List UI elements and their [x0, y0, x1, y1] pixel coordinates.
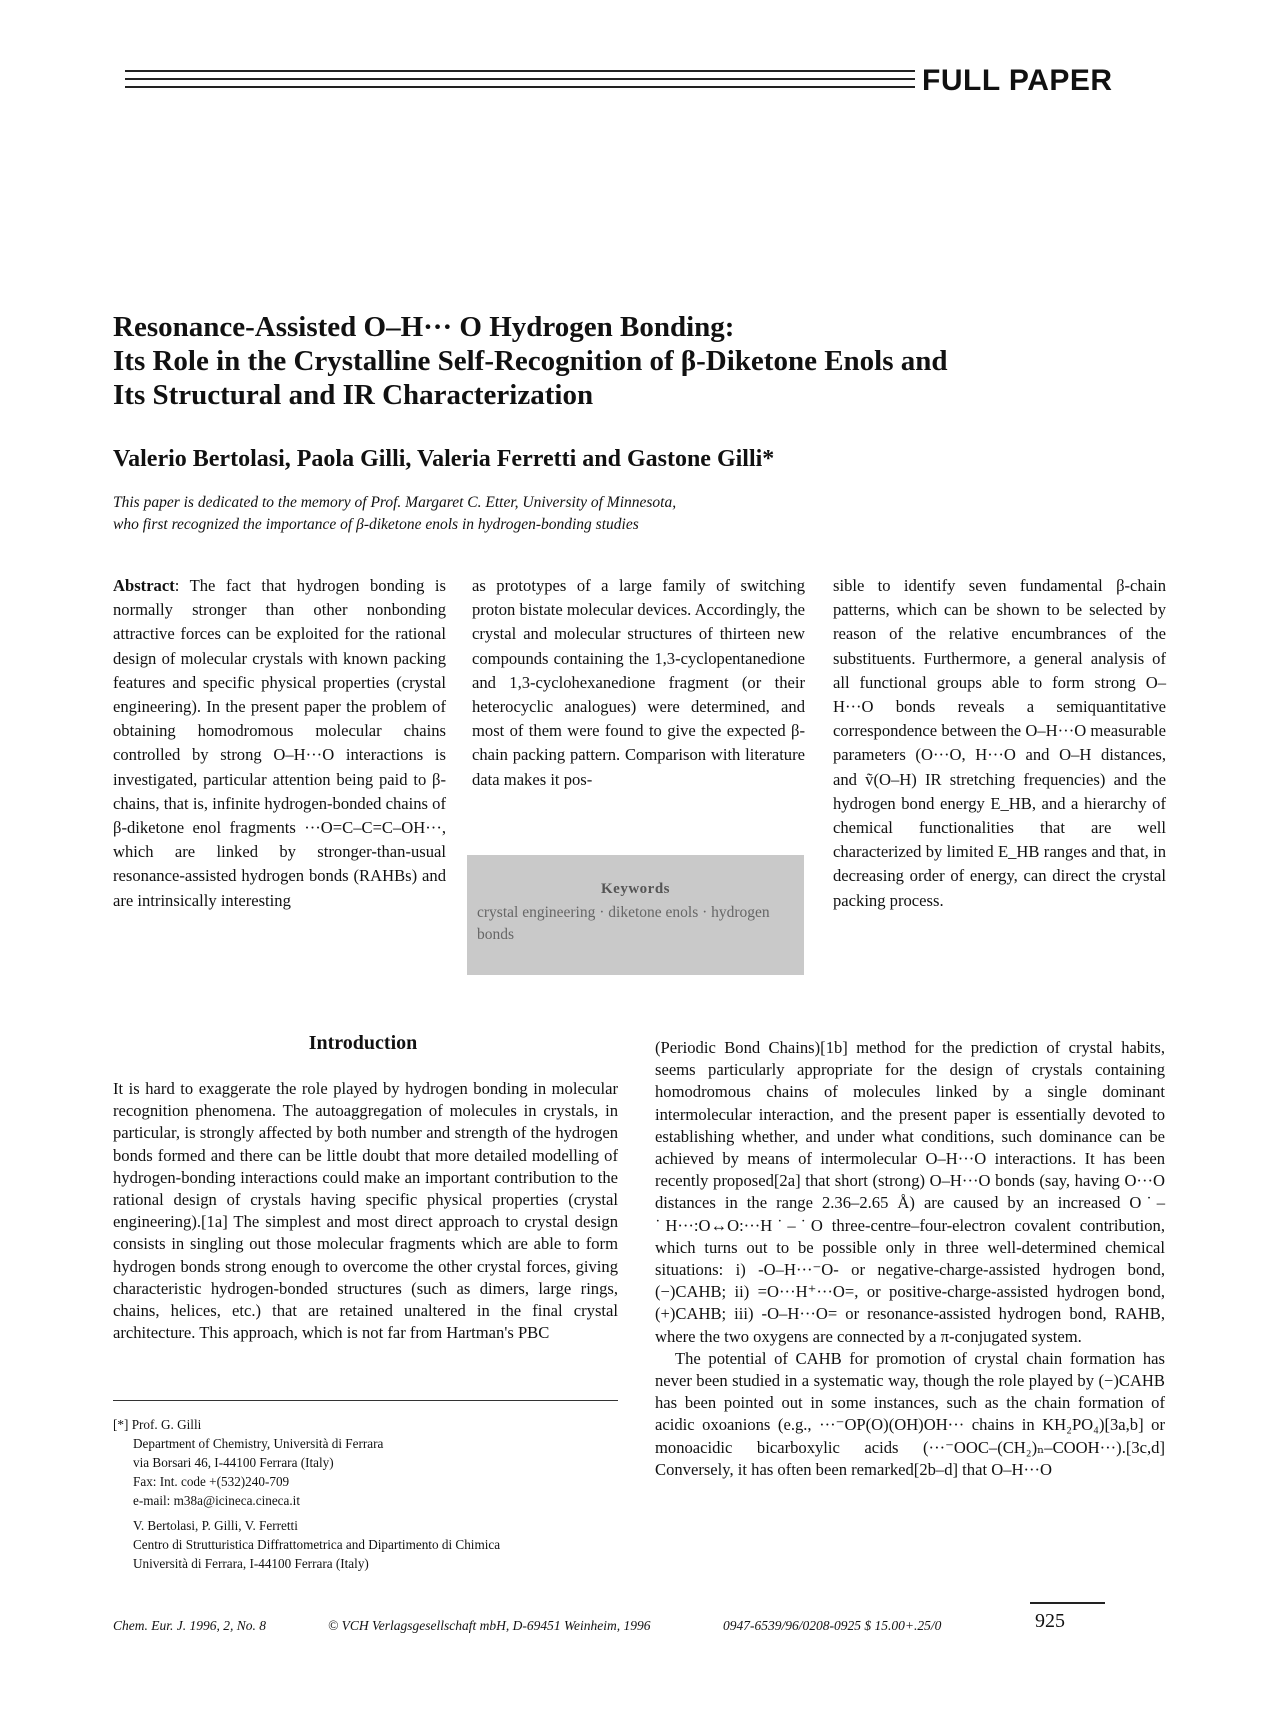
header-rules: [125, 70, 915, 98]
footnote-name: Prof. G. Gilli: [131, 1417, 202, 1432]
keywords-text: crystal engineering · diketone enols · hydrogen bonds: [477, 904, 770, 943]
footnote-line-1: Department of Chemistry, Università di Ferrara: [133, 1436, 384, 1451]
introduction-column-2: [655, 1037, 1165, 1481]
footnote-email: e-mail: m38a@icineca.cineca.it: [133, 1493, 301, 1508]
footer-code: 0947-6539/96/0208-0925 $ 15.00+.25/0: [723, 1618, 942, 1633]
footnote-line-3: Fax: Int. code +(532)240-709: [133, 1474, 290, 1489]
abstract-column-2: as prototypes of a large family of switching proton bistate molecular devices. Accordingly, the crystal and molecular structures of thirteen new compounds containing the 1,3-cyclopentanedione and 1,3-cyclohexanedione fragment (or their heterocyclic analogues) were determined, and most of them were found to give the expected β-chain packing pattern. Comparison with literature data makes it pos-: [472, 576, 806, 789]
keywords-heading: Keywords: [601, 881, 670, 897]
footnote-line-5: V. Bertolasi, P. Gilli, V. Ferretti: [133, 1518, 298, 1533]
abstract-text-1: : The fact that hydrogen bonding is normally stronger than other nonbonding attractive forces can be exploited for the rational design of molecular crystals with known packing features and specific physical properties (crystal engineering). In the present paper the problem of obtaining homodromous molecular chains controlled by strong O–H···O interactions is investigated, particular attention being paid to β-chains, that is, infinite hydrogen-bonded chains of β-diketone enol fragments ···O=C–C=C–OH···, which are linked by stronger-than-usual resonance-assisted hydrogen bonds (RAHBs) and are intrinsically interesting: [113, 576, 446, 910]
footnote-line-2: via Borsari 46, I-44100 Ferrara (Italy): [133, 1455, 334, 1470]
authors: Valerio Bertolasi, Paola Gilli, Valeria Ferretti and Gastone Gilli*: [113, 446, 775, 472]
title-line-2: Its Role in the Crystalline Self-Recognition of β-Diketone Enols and: [113, 345, 948, 377]
introduction-column-1: It is hard to exaggerate the role played by hydrogen bonding in molecular recognition phenomena. The autoaggregation of molecules in crystals, in particular, is strongly affected by both number and strength of the hydrogen bonds formed and there can be little doubt that more detailed modelling of hydrogen-bonding interactions could make an important contribution to the rational design of crystals having specific physical properties (crystal engineering).[1a] The simplest and most direct approach to crystal design consists in singling out those molecular fragments which are able to form hydrogen bonds strong enough to overcome the other crystal forces, giving characteristic hydrogen-bonded structures (such as dimers, large rings, chains, helices, etc.) that are retained unaltered in the final crystal architecture. This approach, which is not far from Hartman's PBC: [113, 1079, 618, 1343]
footer-journal: Chem. Eur. J. 1996, 2, No. 8: [113, 1618, 266, 1633]
footnote-line-6: Centro di Strutturistica Diffrattometrica and Dipartimento di Chimica: [133, 1537, 501, 1552]
dedication-line-1: This paper is dedicated to the memory of Prof. Margaret C. Etter, University of Minnesota,: [113, 494, 677, 511]
title-line-3: Its Structural and IR Characterization: [113, 379, 594, 411]
abstract-column-1: [113, 574, 446, 913]
introduction-paragraph-2: The potential of CAHB for promotion of crystal chain formation has never been studied in a systematic way, though the role played by (−)CAHB has been pointed out in some instances, such as the chain formation of acidic oxoanions (e.g., ···⁻OP(O)(OH)OH··· chains in KH₂PO₄)[3a,b] or monoacidic bicarboxylic acids (···⁻OOC–(CH₂)ₙ–COOH···).[3c,d] Conversely, it has often been remarked[2b–d] that O–H···O: [655, 1348, 1165, 1479]
introduction-heading: Introduction: [308, 1032, 418, 1054]
footnote-line-7: Università di Ferrara, I-44100 Ferrara (Italy): [133, 1556, 369, 1571]
paper-title: [113, 310, 1113, 412]
page-number: 925: [1035, 1610, 1065, 1632]
footnote: [113, 1415, 618, 1573]
footer-publisher: © VCH Verlagsgesellschaft mbH, D-69451 Weinheim, 1996: [328, 1618, 651, 1633]
section-label: FULL PAPER: [922, 64, 1113, 97]
dedication: [113, 492, 1113, 536]
footnote-marker: [*]: [113, 1417, 129, 1432]
abstract-label: Abstract: [113, 576, 175, 595]
dedication-line-2: who first recognized the importance of β-diketone enols in hydrogen-bonding studies: [113, 516, 639, 533]
footnote-rule: [113, 1400, 618, 1401]
abstract-column-3: sible to identify seven fundamental β-chain patterns, which can be shown to be selected by reason of the relative encumbrances of the substituents. Furthermore, a general analysis of all functional groups able to form strong O–H···O bonds reveals a semiquantitative correspondence between the O–H···O measurable parameters (O···O, H···O and O–H distances, and ṽ(O–H) IR stretching frequencies) and the hydrogen bond energy E_HB, and a hierarchy of chemical functionalities that are well characterized by limited E_HB ranges and that, in decreasing order of energy, can direct the crystal packing process.: [833, 576, 1166, 910]
title-line-1: Resonance-Assisted O–H··· O Hydrogen Bonding:: [113, 311, 735, 343]
introduction-paragraph-1: (Periodic Bond Chains)[1b] method for the prediction of crystal habits, seems particularly appropriate for the design of crystals containing homodromous chains of molecules linked by a single dominant intermolecular interaction, and the present paper is essentially devoted to establishing whether, and under what conditions, such dominance can be achieved by means of intermolecular O–H···O interactions. It has been recently proposed[2a] that short (strong) O–H···O bonds (say, having O···O distances in the range 2.36–2.65 Å) are caused by an increased O˙–˙H···:O↔O:···H˙–˙O three-centre–four-electron covalent contribution, which turns out to be possible only in three well-determined chemical situations: i) -O–H···⁻O- or negative-charge-assisted hydrogen bond, (−)CAHB; ii) =O···H⁺···O=, or positive-charge-assisted hydrogen bond, (+)CAHB; iii) -O–H···O= or resonance-assisted hydrogen bond, RAHB, where the two oxygens are connected by a π-conjugated system.: [655, 1038, 1165, 1346]
keywords-box: [467, 855, 804, 975]
